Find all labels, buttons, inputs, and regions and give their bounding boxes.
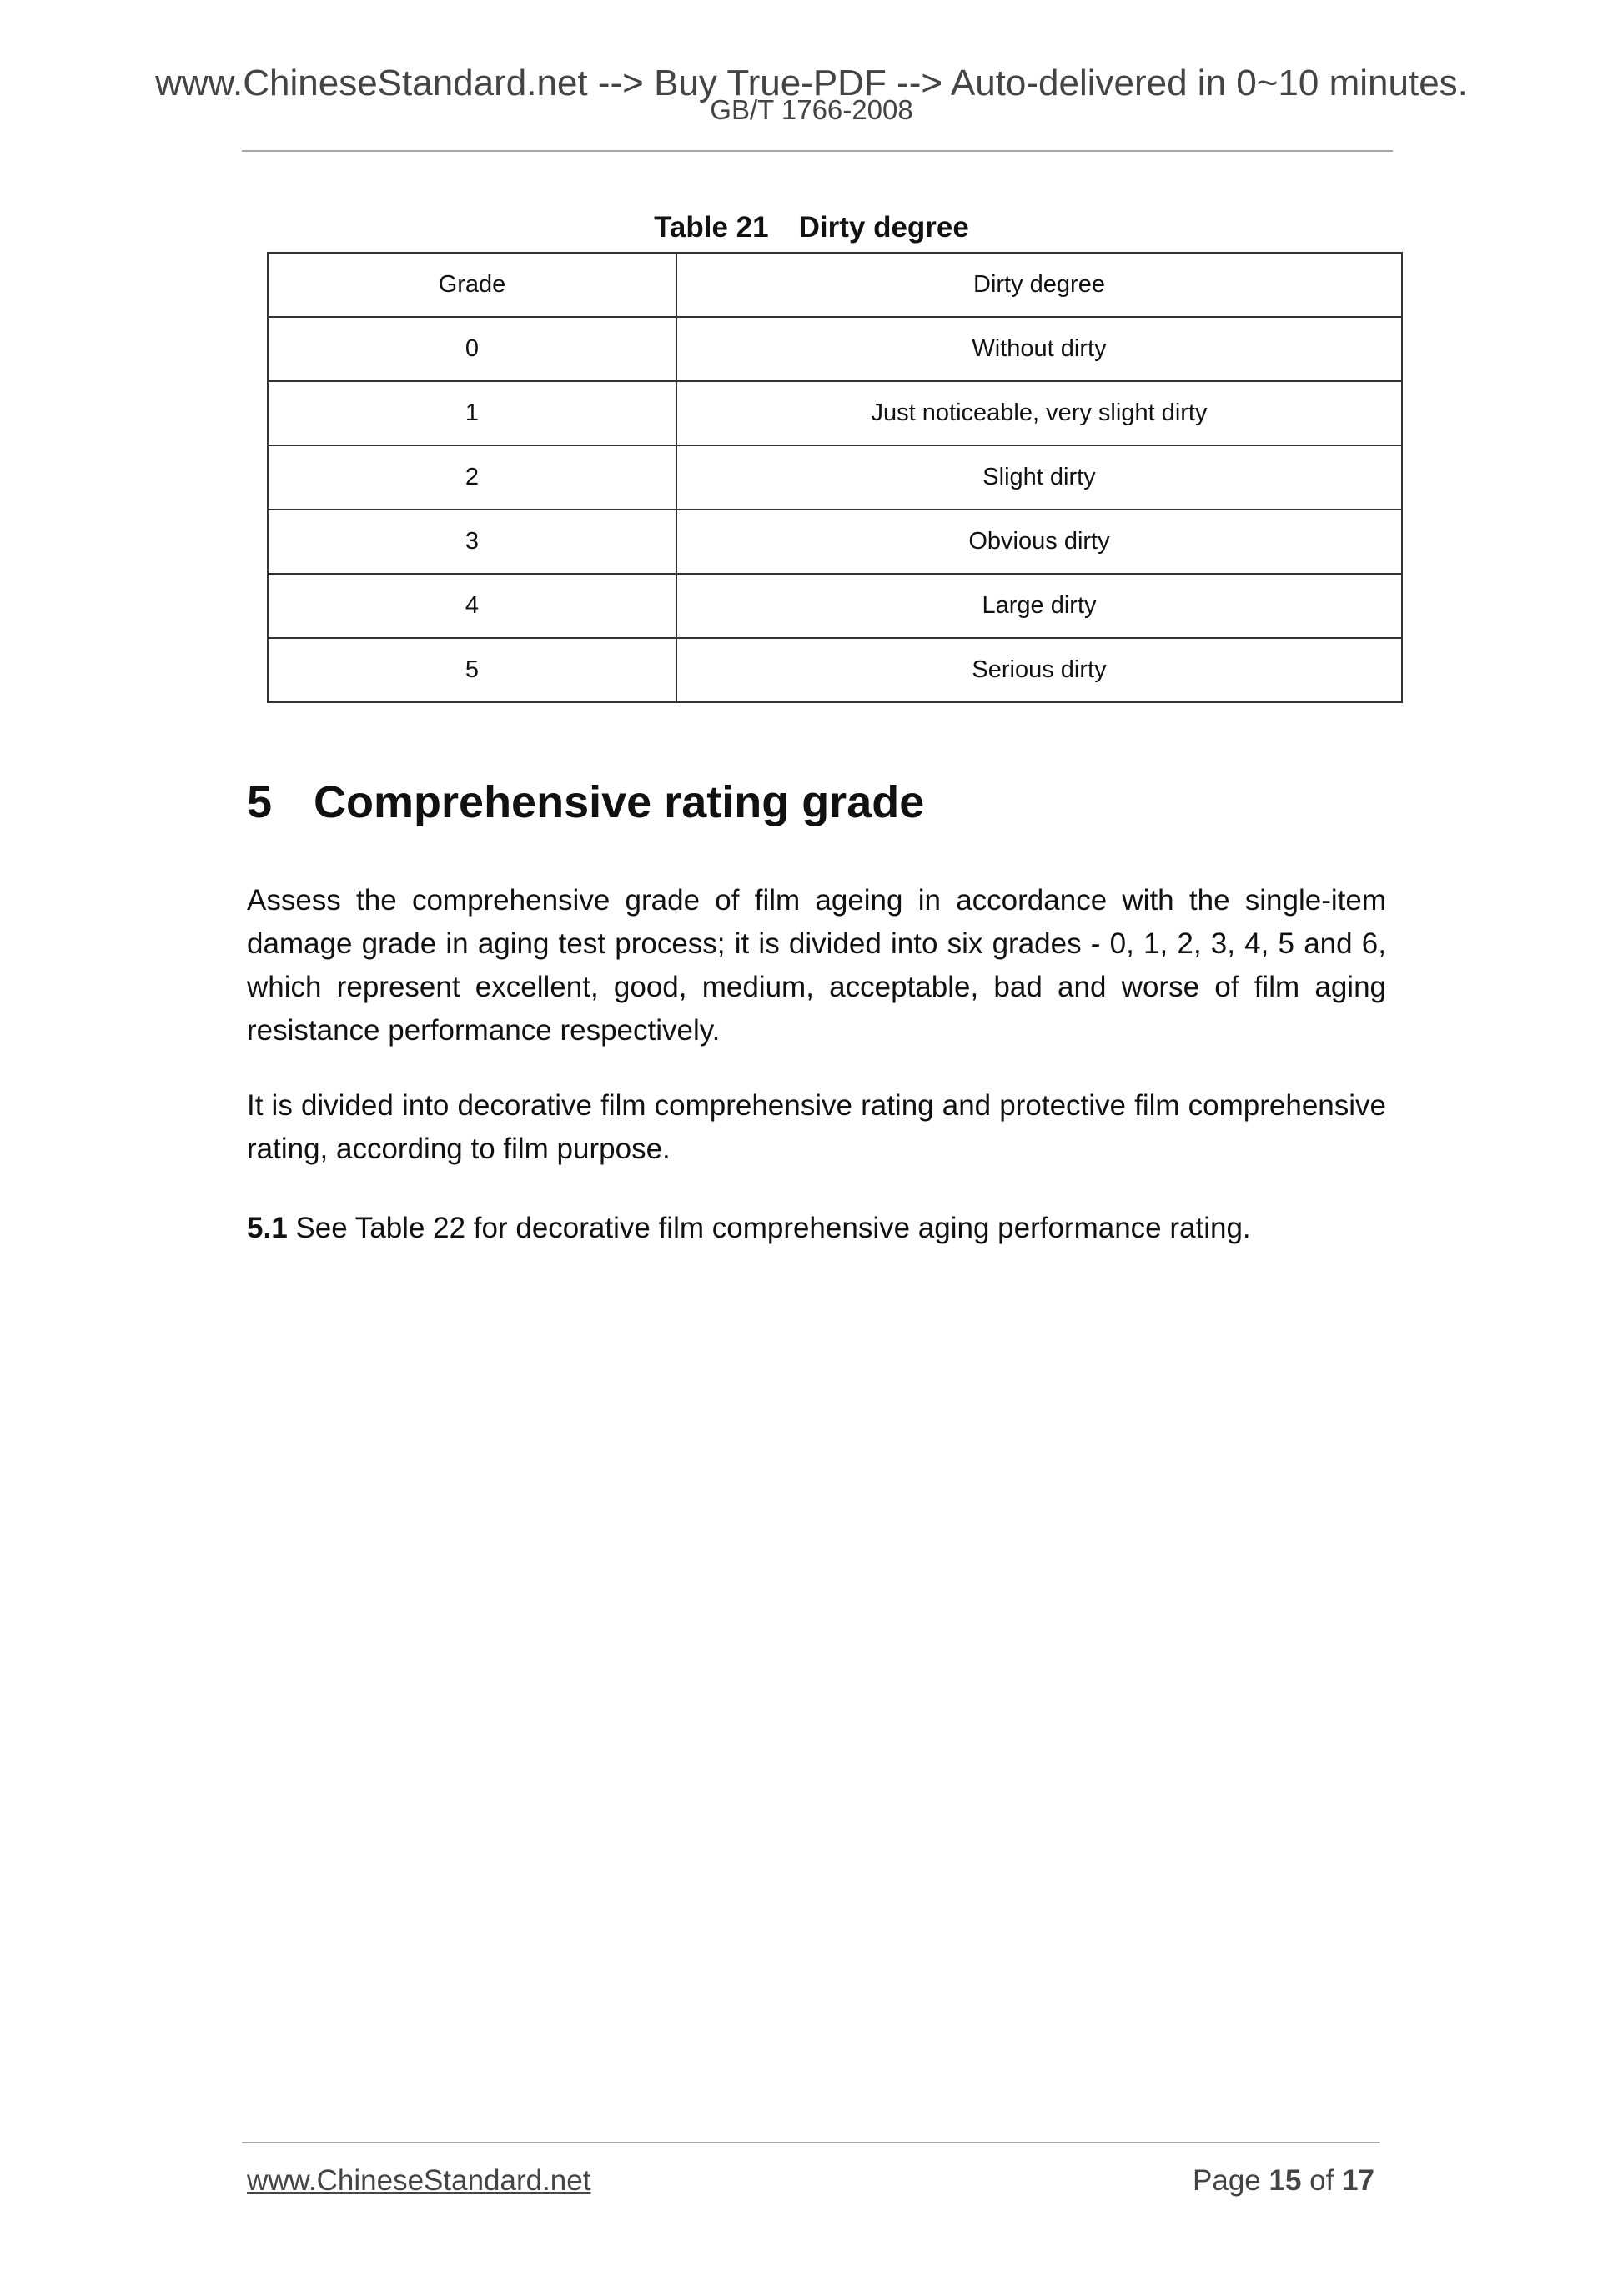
page-prefix: Page bbox=[1193, 2164, 1269, 2197]
section-heading bbox=[247, 777, 925, 827]
grade-cell: 4 bbox=[268, 574, 676, 638]
dirty-degree-cell: Slight dirty bbox=[676, 445, 1402, 510]
table-caption-title: Dirty degree bbox=[798, 211, 969, 244]
table-row bbox=[268, 317, 1402, 381]
footer-divider bbox=[242, 2142, 1380, 2143]
grade-cell: 3 bbox=[268, 510, 676, 574]
table-header-row bbox=[268, 253, 1402, 317]
dirty-degree-cell: Obvious dirty bbox=[676, 510, 1402, 574]
table-caption bbox=[0, 213, 1623, 242]
dirty-degree-table bbox=[267, 252, 1403, 703]
footer-site-link[interactable]: www.ChineseStandard.net bbox=[247, 2164, 591, 2197]
grade-cell: 2 bbox=[268, 445, 676, 510]
page-total: 17 bbox=[1342, 2164, 1374, 2197]
grade-cell: 1 bbox=[268, 381, 676, 445]
dirty-degree-cell: Just noticeable, very slight dirty bbox=[676, 381, 1402, 445]
section-title: Comprehensive rating grade bbox=[314, 777, 925, 827]
grade-cell: 5 bbox=[268, 638, 676, 702]
page-current: 15 bbox=[1269, 2164, 1302, 2197]
dirty-degree-cell: Large dirty bbox=[676, 574, 1402, 638]
paragraph-grading: Assess the comprehensive grade of film ageing in accordance with the single-item damage grade in aging test process; it is divided into six grades - 0, 1, 2, 3, 4, 5 and 6, which represent excellent, good, medium, acceptable, bad and worse of film aging resistance performance respectively. bbox=[247, 884, 1386, 1047]
page-indicator bbox=[1193, 2166, 1374, 2195]
clause-number: 5.1 bbox=[247, 1212, 288, 1244]
table-caption-number: Table 21 bbox=[654, 211, 769, 244]
header-divider bbox=[242, 150, 1393, 152]
table-row bbox=[268, 445, 1402, 510]
page-of: of bbox=[1301, 2164, 1343, 2197]
grade-cell: 0 bbox=[268, 317, 676, 381]
column-header-grade: Grade bbox=[268, 253, 676, 317]
section-number: 5 bbox=[247, 777, 273, 827]
clause-text: See Table 22 for decorative film comprehensive aging performance rating. bbox=[287, 1212, 1251, 1244]
standard-code: GB/T 1766-2008 bbox=[710, 94, 913, 125]
table-row bbox=[268, 381, 1402, 445]
column-header-dirty-degree: Dirty degree bbox=[676, 253, 1402, 317]
header-banner[interactable]: www.ChineseStandard.net --> Buy True-PDF --> Auto-delivered in 0~10 minutes. bbox=[155, 63, 1468, 103]
paragraph-purpose: It is divided into decorative film comprehensive rating and protective film comprehensive rating, according to film purpose. bbox=[247, 1089, 1386, 1165]
table-row bbox=[268, 574, 1402, 638]
dirty-degree-cell: Serious dirty bbox=[676, 638, 1402, 702]
table-row bbox=[268, 510, 1402, 574]
table-row bbox=[268, 638, 1402, 702]
clause-5-1 bbox=[247, 1207, 1386, 1250]
dirty-degree-cell: Without dirty bbox=[676, 317, 1402, 381]
